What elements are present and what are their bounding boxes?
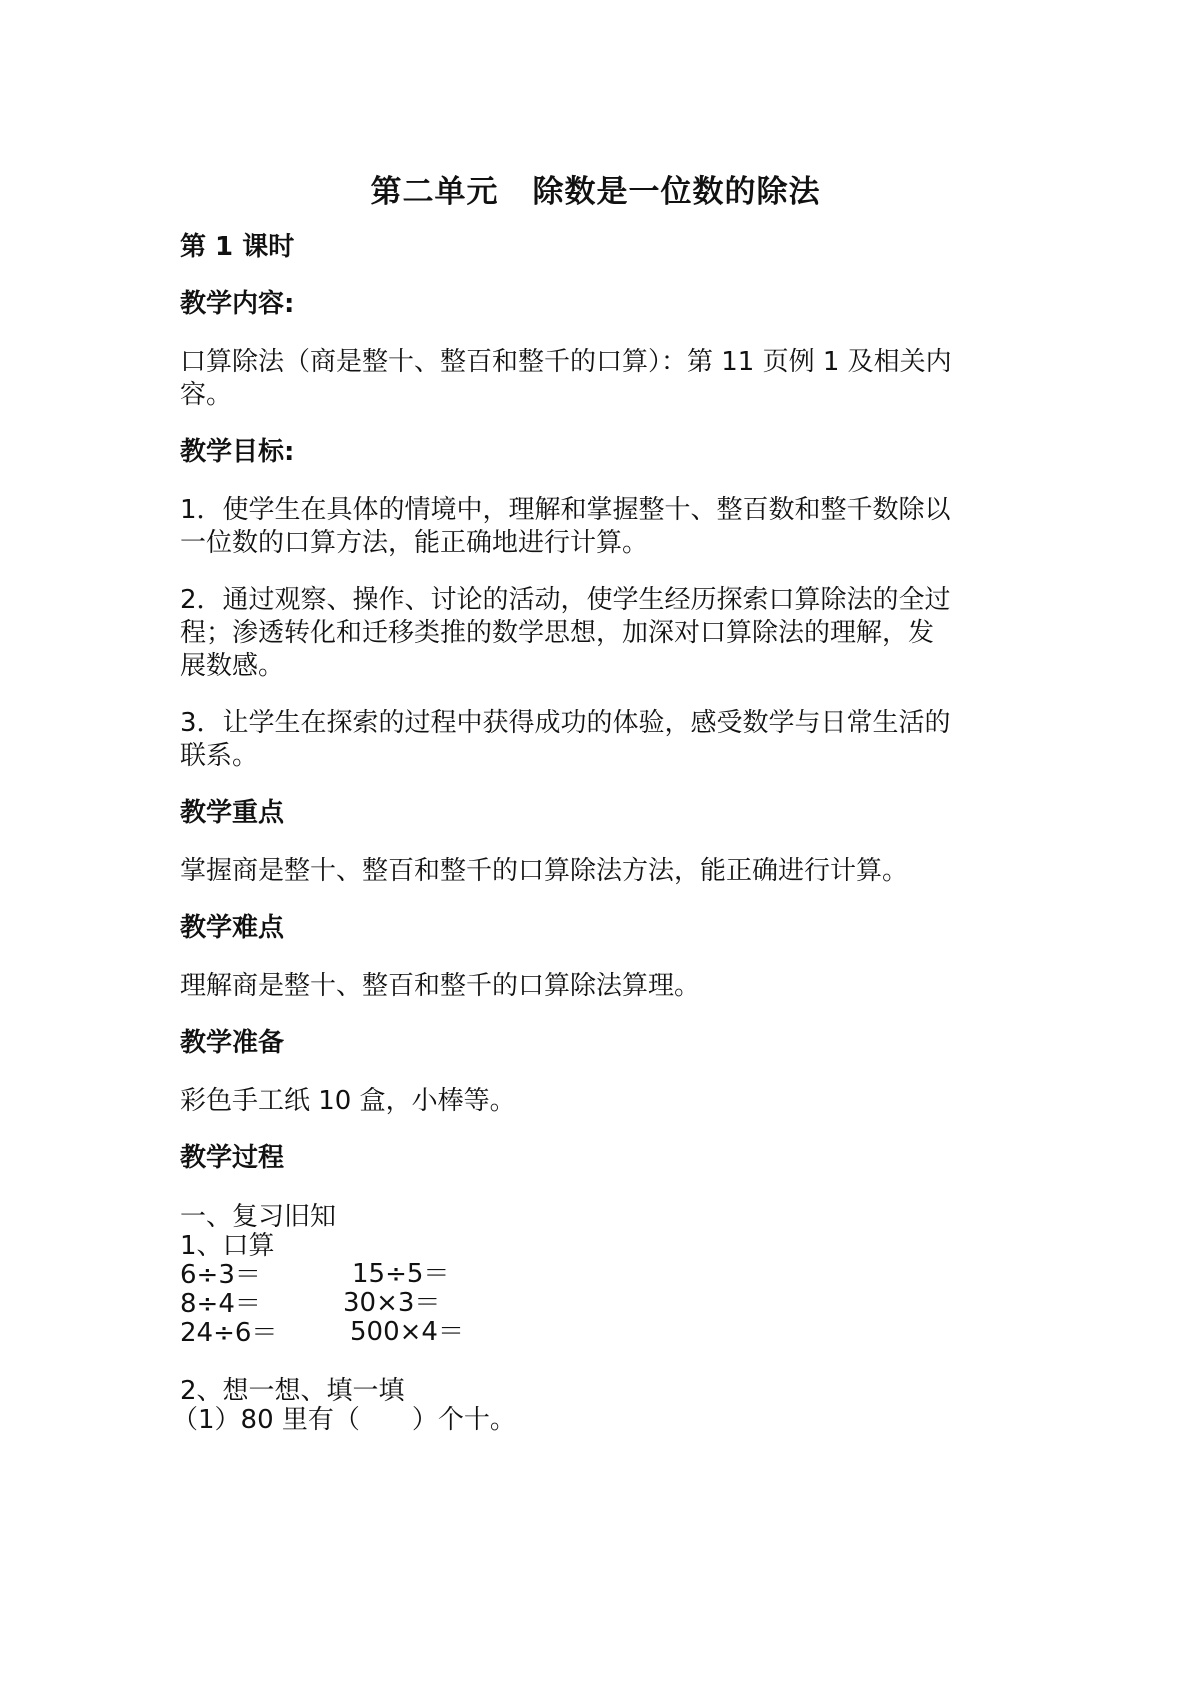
- preparation-heading: 教学准备: [180, 1028, 285, 1058]
- oral-calc-row-1-right: 15÷5＝: [352, 1259, 450, 1289]
- lesson-label: 第 1 课时: [180, 232, 295, 262]
- unit-label: 第二单元: [370, 174, 499, 210]
- objective-1-line2: 一位数的口算方法，能正确地进行计算。: [180, 528, 649, 558]
- objective-3-line1: 3．让学生在探索的过程中获得成功的体验，感受数学与日常生活的: [180, 708, 951, 738]
- preparation-text: 彩色手工纸 10 盒，小棒等。: [180, 1086, 516, 1116]
- difficulty-text: 理解商是整十、整百和整千的口算除法算理。: [180, 971, 701, 1001]
- objective-2-line1: 2．通过观察、操作、讨论的活动，使学生经历探索口算除法的全过: [180, 585, 951, 615]
- process-section1: 一、复习旧知: [180, 1202, 337, 1232]
- content-text-line1: 口算除法（商是整十、整百和整千的口算）：第 11 页例 1 及相关内: [180, 347, 952, 377]
- process-sub2: 2、想一想、填一填: [180, 1376, 405, 1406]
- objective-1-line1: 1．使学生在具体的情境中，理解和掌握整十、整百数和整千数除以: [180, 495, 951, 525]
- content-heading: 教学内容:: [180, 289, 295, 319]
- oral-calc-row-2-right: 30×3＝: [343, 1288, 441, 1318]
- key-point-heading: 教学重点: [180, 798, 285, 828]
- process-heading: 教学过程: [180, 1143, 285, 1173]
- oral-calc-row-1-left: 6÷3＝: [180, 1260, 261, 1290]
- oral-calc-row-3-left: 24÷6＝: [180, 1318, 278, 1348]
- key-point-text: 掌握商是整十、整百和整千的口算除法方法，能正确进行计算。: [180, 856, 909, 886]
- content-text-line2: 容。: [180, 380, 233, 410]
- process-sub1: 1、口算: [180, 1231, 275, 1261]
- objective-2-line2: 程；渗透转化和迁移类推的数学思想，加深对口算除法的理解，发: [180, 618, 935, 648]
- oral-calc-row-2-left: 8÷4＝: [180, 1289, 261, 1319]
- objectives-heading: 教学目标:: [180, 437, 295, 467]
- oral-calc-row-3-right: 500×4＝: [350, 1317, 464, 1347]
- difficulty-heading: 教学难点: [180, 913, 285, 943]
- objective-2-line3: 展数感。: [180, 651, 285, 681]
- page-title: [0, 166, 1191, 211]
- unit-subject: 除数是一位数的除法: [532, 174, 821, 210]
- fill-item-1: （1）80 里有（ ）个十。: [172, 1405, 516, 1435]
- objective-3-line2: 联系。: [180, 741, 259, 771]
